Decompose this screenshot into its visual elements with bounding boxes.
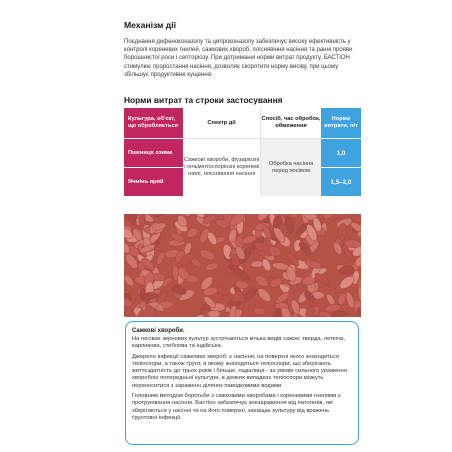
info-paragraph: Джерело інфекції сажкових хвороб: є насіння, на поверхні якого знаходяться теліоспори, а також ґрунт, в якому знаходяться теліоспори, що зберігають життєздатність до трьох років і більше, падалиця - за умови сильного ураження хворобою попередньої культури, в деяких випадках теліоспори можуть переноситися з зараженн ділянок паводковими водами. bbox=[132, 353, 347, 389]
rates-heading: Норми витрат та строки застосування bbox=[124, 95, 283, 105]
info-box bbox=[125, 321, 359, 445]
seed-grain bbox=[124, 314, 129, 317]
seed-grain bbox=[256, 286, 273, 303]
info-paragraph: Головним методом боротьби з сажковими хворобами і кореневими гнилями є протруювання насіння. Бастіон забезпечує знезараження від патогенів, які зберігаються у насінні та на його поверхні, захищає культуру від вражень ґрунтової інфекції. bbox=[132, 393, 341, 421]
crop-cell: Ячмінь ярий bbox=[124, 168, 183, 197]
rate-cell: 1,0 bbox=[321, 139, 361, 168]
rate-cell: 1,5–2,0 bbox=[321, 168, 361, 197]
info-paragraph: На посівах зернових культур зустрічаються кілька видів сажок: тверда, летюча, карликова, стеблова та індійська. bbox=[132, 336, 345, 350]
rates-table bbox=[124, 108, 361, 196]
seed-grain bbox=[332, 241, 344, 256]
header-crop: Культура, об'єкт, що обробляється bbox=[124, 108, 183, 139]
seed-grain bbox=[155, 251, 167, 266]
seed-grain bbox=[253, 273, 270, 288]
wheat-seeds-photo bbox=[124, 214, 361, 317]
crop-cell: Пшениця озима bbox=[124, 139, 183, 168]
seed-grain bbox=[253, 307, 266, 316]
table-header-row bbox=[124, 108, 361, 139]
seed-grain bbox=[198, 247, 216, 262]
header-rate: Норми витрати, л/т bbox=[321, 108, 361, 139]
mechanism-text: Поєднання дифеноконазолу та ципроконазолу забезпечує високу ефективність у контролі кореневих гнилей, сажкових хвороб, пліснявіння насіння та ранні прояви борошнистої роси і септоріозу. При дотриманні норми витрат продукту, БАСТІОН стимулює проростання насіння, дозволяє скоротити норму висіву, при цьому збільшує продуктивне кущення. bbox=[124, 39, 353, 78]
product-page bbox=[124, 0, 362, 452]
header-spectrum: Спектр дії bbox=[183, 108, 261, 139]
method-cell: Обробка насіння перед посівом bbox=[261, 139, 322, 197]
seed-grain bbox=[204, 261, 219, 271]
seed-grain bbox=[208, 310, 221, 317]
seed-grain bbox=[337, 292, 348, 306]
seed-grain bbox=[251, 260, 264, 267]
seed-grain bbox=[321, 214, 336, 221]
seed-grain bbox=[242, 301, 250, 317]
table-row bbox=[124, 139, 361, 168]
info-title: Сажкові хвороби. bbox=[132, 328, 185, 334]
seeds-illustration bbox=[124, 214, 361, 317]
header-method: Спосіб, час обробок, обмеження bbox=[261, 108, 322, 139]
spectrum-cell: Сажкові хвороби, фузаріозні і гельмінтоспоріозні кореневі гнилі, пліснявіння насіння bbox=[183, 139, 261, 197]
mechanism-heading: Механізм дії bbox=[124, 20, 177, 30]
